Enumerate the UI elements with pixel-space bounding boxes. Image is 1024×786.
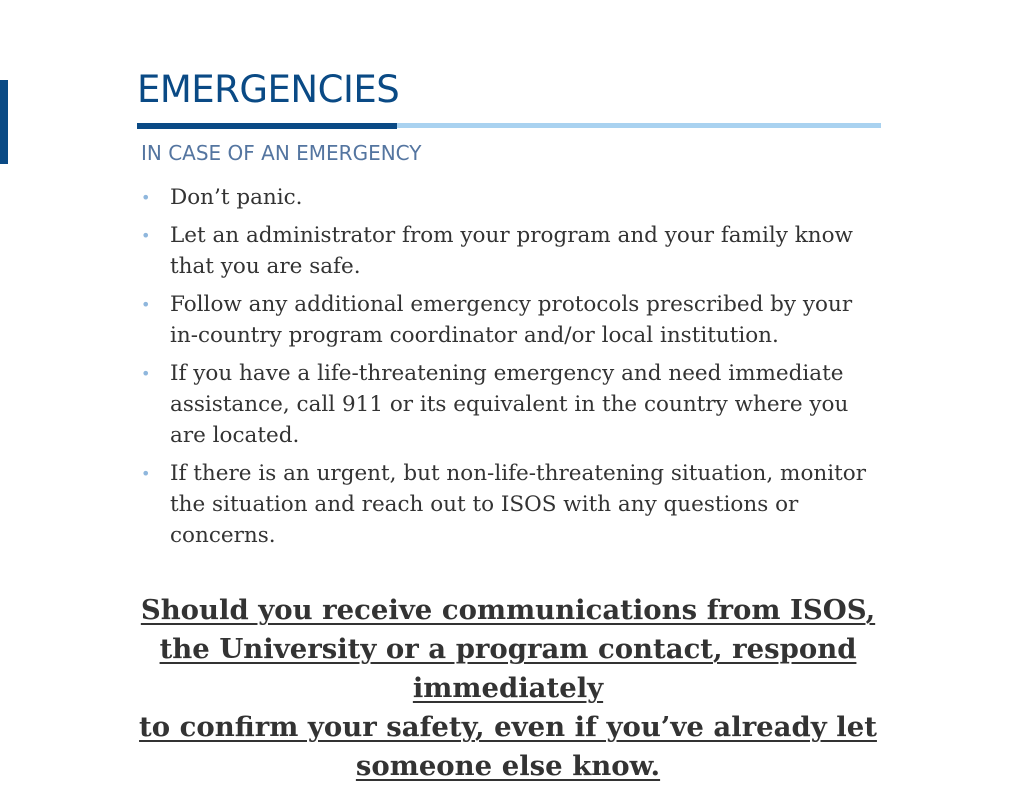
list-item: [137, 358, 877, 451]
list-item: [137, 220, 877, 282]
bullet-icon: •: [141, 188, 151, 207]
list-item: [137, 458, 877, 551]
title-underline-light: [397, 123, 881, 128]
bullet-icon: •: [141, 295, 151, 314]
left-accent-bar: [0, 80, 8, 164]
callout-line: to confirm your safety, even if you’ve already let someone else know.: [139, 711, 877, 782]
bullet-icon: •: [141, 464, 151, 483]
bullet-text: If you have a life-threatening emergency and need immediate assistance, call 911 or its equivalent in the country where you are located.: [170, 361, 849, 448]
bullet-icon: •: [141, 364, 151, 383]
safety-callout: [137, 591, 879, 786]
callout-line: Should you receive communications from ISOS, the University or a program contact, respond immediately: [140, 594, 876, 704]
bullet-text: Follow any additional emergency protocols prescribed by your in-country program coordinator and/or local institution.: [170, 292, 853, 348]
bullet-list: [137, 182, 877, 558]
slide-title: EMERGENCIES: [137, 68, 400, 111]
slide-subtitle: IN CASE OF AN EMERGENCY: [141, 141, 422, 165]
bullet-text: Let an administrator from your program and your family know that you are safe.: [170, 223, 853, 279]
title-underline-dark: [137, 123, 397, 129]
bullet-text: If there is an urgent, but non-life-threatening situation, monitor the situation and reach out to ISOS with any questions or concerns.: [170, 461, 866, 548]
list-item: [137, 289, 877, 351]
bullet-text: Don’t panic.: [170, 185, 303, 210]
list-item: [137, 182, 877, 213]
bullet-icon: •: [141, 226, 151, 245]
